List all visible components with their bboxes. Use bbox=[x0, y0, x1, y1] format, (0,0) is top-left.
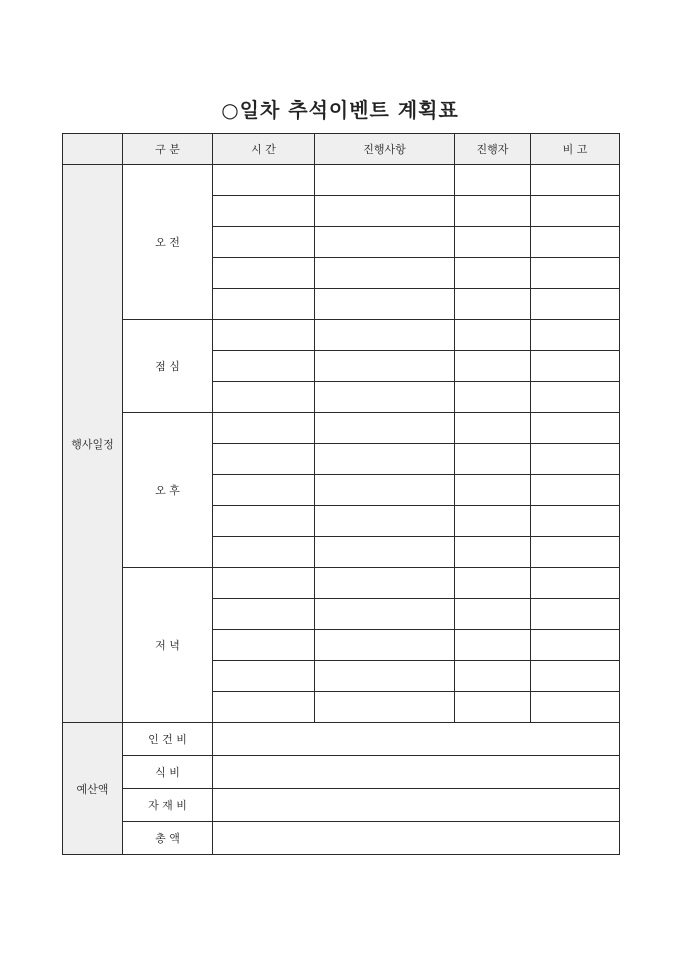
activity-cell[interactable] bbox=[315, 382, 455, 413]
host-cell[interactable] bbox=[455, 537, 531, 568]
activity-cell[interactable] bbox=[315, 258, 455, 289]
schedule-row bbox=[63, 165, 620, 196]
note-cell[interactable] bbox=[531, 475, 620, 506]
host-cell[interactable] bbox=[455, 351, 531, 382]
note-cell[interactable] bbox=[531, 661, 620, 692]
host-cell[interactable] bbox=[455, 599, 531, 630]
note-cell[interactable] bbox=[531, 506, 620, 537]
time-cell[interactable] bbox=[213, 692, 315, 723]
activity-cell[interactable] bbox=[315, 568, 455, 599]
activity-cell[interactable] bbox=[315, 351, 455, 382]
header-row bbox=[63, 134, 620, 165]
time-cell[interactable] bbox=[213, 351, 315, 382]
header-category: 구 분 bbox=[123, 134, 213, 165]
time-cell[interactable] bbox=[213, 661, 315, 692]
note-cell[interactable] bbox=[531, 599, 620, 630]
time-cell[interactable] bbox=[213, 506, 315, 537]
schedule-row bbox=[63, 568, 620, 599]
host-cell[interactable] bbox=[455, 196, 531, 227]
activity-cell[interactable] bbox=[315, 413, 455, 444]
budget-row bbox=[63, 789, 620, 822]
header-time: 시 간 bbox=[213, 134, 315, 165]
budget-amount-cell[interactable] bbox=[213, 756, 620, 789]
activity-cell[interactable] bbox=[315, 599, 455, 630]
time-cell[interactable] bbox=[213, 196, 315, 227]
schedule-row bbox=[63, 320, 620, 351]
note-cell[interactable] bbox=[531, 537, 620, 568]
schedule-row bbox=[63, 413, 620, 444]
host-cell[interactable] bbox=[455, 630, 531, 661]
host-cell[interactable] bbox=[455, 444, 531, 475]
period-label: 점 심 bbox=[123, 320, 213, 413]
budget-amount-cell[interactable] bbox=[213, 789, 620, 822]
activity-cell[interactable] bbox=[315, 227, 455, 258]
budget-amount-cell[interactable] bbox=[213, 723, 620, 756]
budget-section-label: 예산액 bbox=[63, 723, 123, 855]
event-plan-table bbox=[62, 133, 620, 855]
time-cell[interactable] bbox=[213, 382, 315, 413]
header-host: 진행자 bbox=[455, 134, 531, 165]
budget-item-label: 총 액 bbox=[123, 822, 213, 855]
activity-cell[interactable] bbox=[315, 537, 455, 568]
time-cell[interactable] bbox=[213, 289, 315, 320]
page-title: ○일차 추석이벤트 계획표 bbox=[221, 98, 459, 122]
schedule-body bbox=[63, 165, 620, 723]
host-cell[interactable] bbox=[455, 227, 531, 258]
activity-cell[interactable] bbox=[315, 165, 455, 196]
note-cell[interactable] bbox=[531, 382, 620, 413]
note-cell[interactable] bbox=[531, 196, 620, 227]
note-cell[interactable] bbox=[531, 165, 620, 196]
budget-item-label: 식 비 bbox=[123, 756, 213, 789]
host-cell[interactable] bbox=[455, 165, 531, 196]
activity-cell[interactable] bbox=[315, 444, 455, 475]
time-cell[interactable] bbox=[213, 227, 315, 258]
header-note: 비 고 bbox=[531, 134, 620, 165]
activity-cell[interactable] bbox=[315, 289, 455, 320]
host-cell[interactable] bbox=[455, 692, 531, 723]
header-activity: 진행사항 bbox=[315, 134, 455, 165]
budget-row bbox=[63, 822, 620, 855]
note-cell[interactable] bbox=[531, 630, 620, 661]
schedule-section-label: 행사일정 bbox=[63, 165, 123, 723]
time-cell[interactable] bbox=[213, 568, 315, 599]
budget-item-label: 자 재 비 bbox=[123, 789, 213, 822]
host-cell[interactable] bbox=[455, 506, 531, 537]
corner-cell bbox=[63, 134, 123, 165]
host-cell[interactable] bbox=[455, 320, 531, 351]
host-cell[interactable] bbox=[455, 661, 531, 692]
budget-row bbox=[63, 723, 620, 756]
time-cell[interactable] bbox=[213, 258, 315, 289]
note-cell[interactable] bbox=[531, 444, 620, 475]
note-cell[interactable] bbox=[531, 258, 620, 289]
activity-cell[interactable] bbox=[315, 692, 455, 723]
activity-cell[interactable] bbox=[315, 506, 455, 537]
budget-row bbox=[63, 756, 620, 789]
activity-cell[interactable] bbox=[315, 630, 455, 661]
period-label: 오 후 bbox=[123, 413, 213, 568]
time-cell[interactable] bbox=[213, 320, 315, 351]
time-cell[interactable] bbox=[213, 413, 315, 444]
budget-body bbox=[63, 723, 620, 855]
host-cell[interactable] bbox=[455, 382, 531, 413]
activity-cell[interactable] bbox=[315, 196, 455, 227]
time-cell[interactable] bbox=[213, 475, 315, 506]
time-cell[interactable] bbox=[213, 444, 315, 475]
host-cell[interactable] bbox=[455, 289, 531, 320]
budget-item-label: 인 건 비 bbox=[123, 723, 213, 756]
period-label: 저 녁 bbox=[123, 568, 213, 723]
note-cell[interactable] bbox=[531, 568, 620, 599]
time-cell[interactable] bbox=[213, 630, 315, 661]
host-cell[interactable] bbox=[455, 413, 531, 444]
note-cell[interactable] bbox=[531, 413, 620, 444]
time-cell[interactable] bbox=[213, 165, 315, 196]
period-label: 오 전 bbox=[123, 165, 213, 320]
activity-cell[interactable] bbox=[315, 475, 455, 506]
note-cell[interactable] bbox=[531, 692, 620, 723]
activity-cell[interactable] bbox=[315, 661, 455, 692]
note-cell[interactable] bbox=[531, 289, 620, 320]
budget-amount-cell[interactable] bbox=[213, 822, 620, 855]
note-cell[interactable] bbox=[531, 351, 620, 382]
time-cell[interactable] bbox=[213, 537, 315, 568]
activity-cell[interactable] bbox=[315, 320, 455, 351]
host-cell[interactable] bbox=[455, 258, 531, 289]
host-cell[interactable] bbox=[455, 475, 531, 506]
time-cell[interactable] bbox=[213, 599, 315, 630]
note-cell[interactable] bbox=[531, 320, 620, 351]
note-cell[interactable] bbox=[531, 227, 620, 258]
host-cell[interactable] bbox=[455, 568, 531, 599]
